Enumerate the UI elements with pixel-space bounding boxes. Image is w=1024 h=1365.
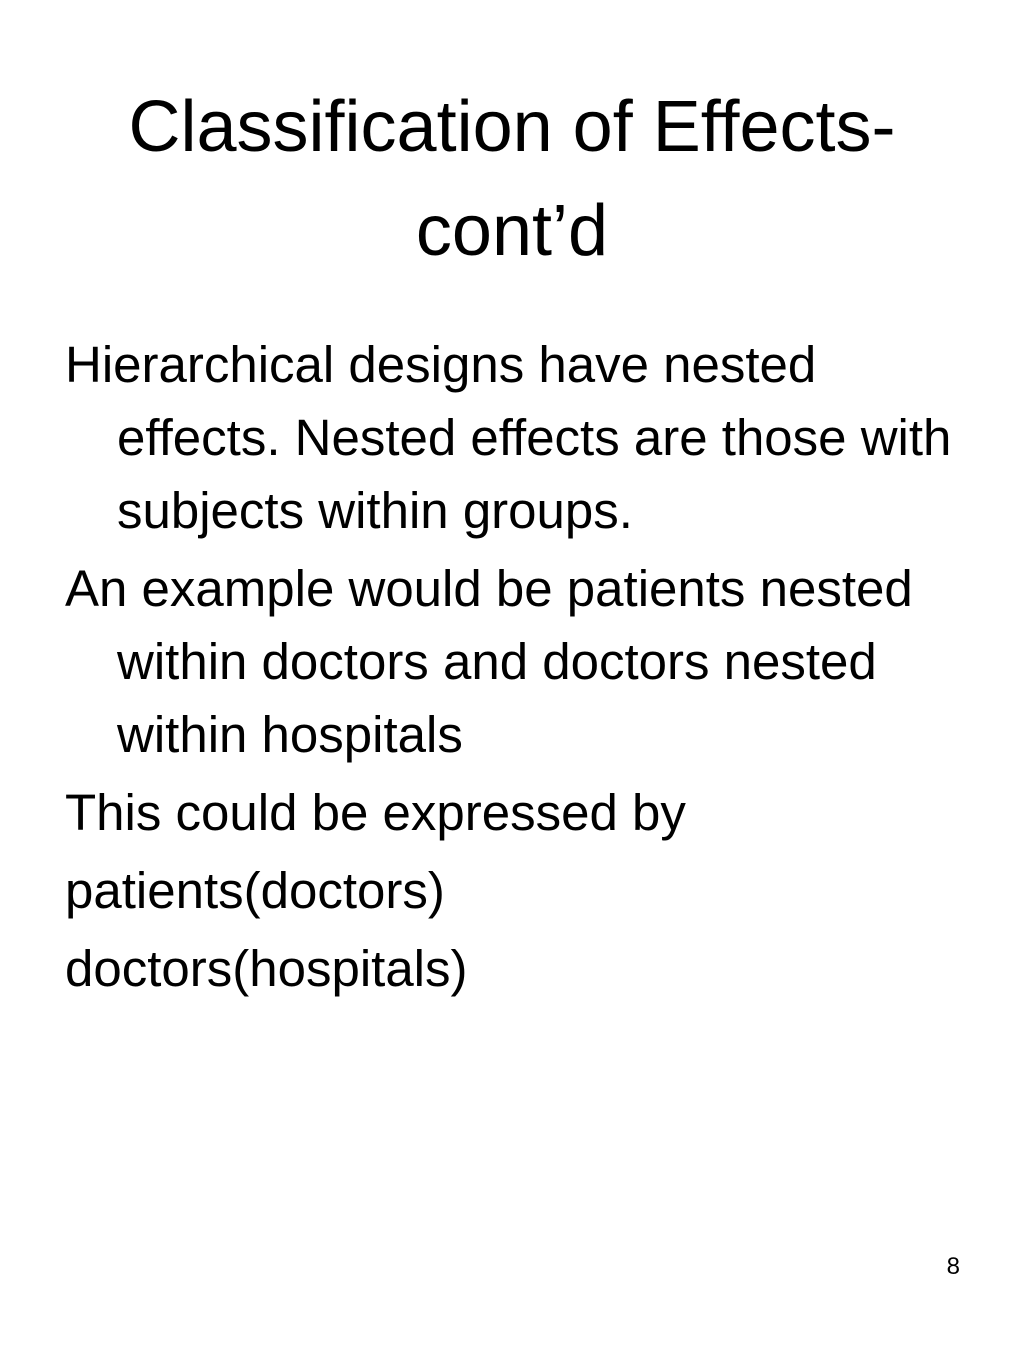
slide-body [65, 328, 985, 1005]
slide-title-line-1: Classification of Effects- [128, 87, 896, 167]
page-number: 8 [946, 1253, 960, 1280]
paragraph-expressed-by: This could be expressed by [65, 784, 686, 841]
paragraph-patients-doctors: patients(doctors) [65, 862, 445, 919]
slide-title-line-2: cont’d [415, 191, 609, 271]
paragraph-hierarchical-designs: Hierarchical designs have nested effects. Nested effects are those with subjects within groups. [65, 336, 952, 539]
paragraph-doctors-hospitals: doctors(hospitals) [65, 940, 468, 997]
paragraph-example: An example would be patients nested within doctors and doctors nested within hospitals [65, 560, 913, 763]
slide-title [0, 75, 1024, 283]
